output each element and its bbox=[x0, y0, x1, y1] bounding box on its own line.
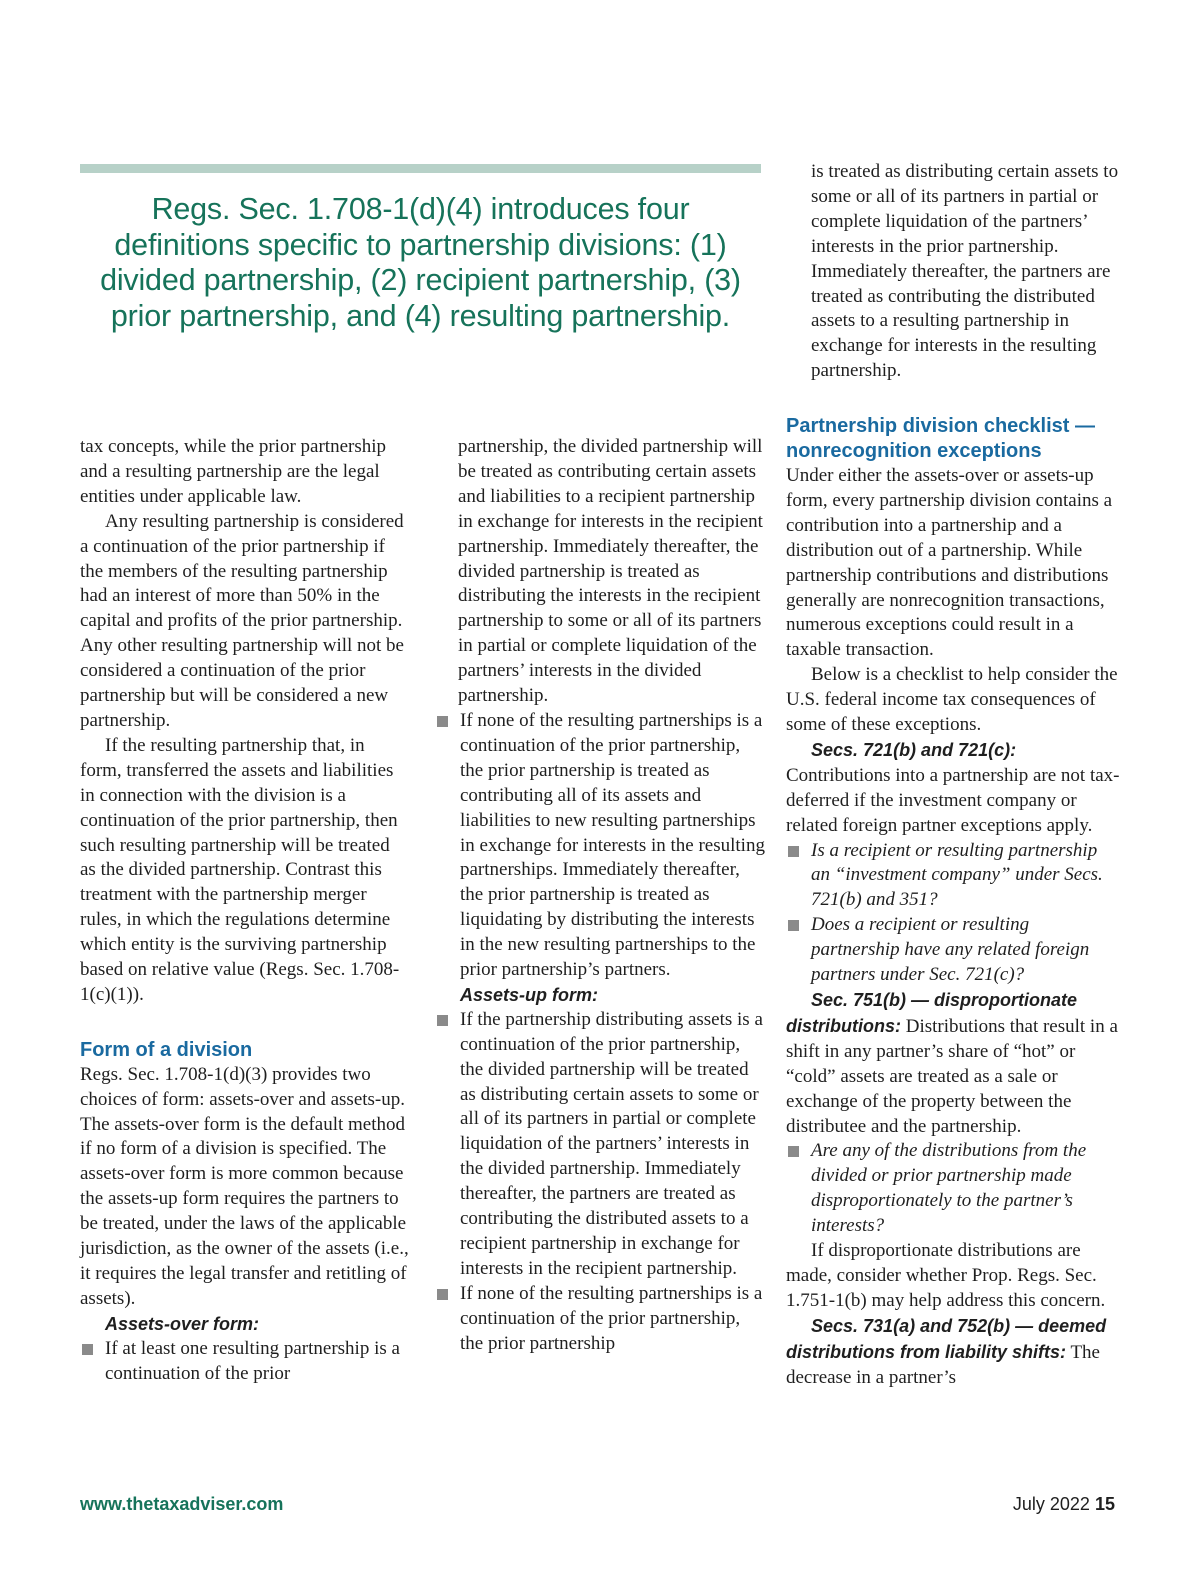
section-heading-checklist: Partnership division checklist — nonrecognition exceptions bbox=[786, 415, 1095, 463]
run-in-text: Distributions that result in a shift in any partner’s share of “hot” or “cold” assets are treated as a sale or exchange of the property between the distributee and the partnership. bbox=[786, 1015, 1118, 1137]
column-2 bbox=[435, 435, 765, 1357]
footer-website: www.thetaxadviser.com bbox=[80, 1494, 284, 1514]
checklist-question: Is a recipient or resulting partnership an “investment company” under Secs. 721(b) and 351? bbox=[811, 839, 1103, 911]
page-number: 15 bbox=[1094, 1494, 1115, 1514]
column-1 bbox=[80, 435, 410, 1387]
assets-over-label: Assets-over form: bbox=[105, 1313, 260, 1334]
square-bullet-icon bbox=[82, 1344, 93, 1355]
list-item bbox=[435, 1008, 765, 1282]
list-item-text: If none of the resulting partnerships is a continuation of the prior partnership, the prior partnership bbox=[460, 1282, 763, 1354]
assets-up-label: Assets-up form: bbox=[460, 984, 599, 1005]
column-3 bbox=[786, 160, 1120, 1391]
list-item bbox=[435, 1282, 765, 1357]
square-bullet-icon bbox=[437, 716, 448, 727]
paragraph bbox=[786, 738, 1120, 839]
paragraph: partnership, the divided partnership will be treated as contributing certain assets and liabilities to a recipient partnership in exchange for interests in the recipient partnership. Immediately thereafter, the divided partnership is treated as distributing the interests in the recipient partnership to some or all of its partners in partial or complete liquidation of the partners’ interests in the divided partnership. bbox=[458, 436, 763, 707]
square-bullet-icon bbox=[788, 1146, 799, 1157]
paragraph: is treated as distributing certain assets to some or all of its partners in partial or complete liquidation of the partners’ interests in the prior partnership. Immediately thereafter, the partners are treated as contributing the distributed assets to a resulting partnership in exchange for interests in the resulting partnership. bbox=[811, 161, 1119, 382]
checklist-item bbox=[786, 839, 1120, 914]
square-bullet-icon bbox=[788, 846, 799, 857]
footer-page-info bbox=[1013, 1494, 1115, 1515]
run-in-heading: Secs. 721(b) and 721(c): bbox=[811, 739, 1017, 760]
list-item bbox=[80, 1337, 410, 1387]
list-item-text: If none of the resulting partnerships is a continuation of the prior partnership, the prior partnership is treated as contributing all of its assets and liabilities to new resulting partnerships in exchange for interests in the resulting partnerships. Immediately thereafter, the prior partnership is treated as liquidating by distributing the interests in the new resulting partnerships to the prior partnership’s partners. bbox=[460, 709, 765, 981]
list-item bbox=[435, 709, 765, 983]
paragraph: tax concepts, while the prior partnership and a resulting partnership are the legal entities under applicable law. bbox=[80, 436, 387, 507]
section-heading-form-of-division: Form of a division bbox=[80, 1038, 253, 1061]
paragraph: Under either the assets-over or assets-up form, every partnership division contains a contribution into a partnership and a distribution out of a partnership. While partnership contributions and distributions generally are nonrecognition transactions, numerous exceptions could result in a taxable transaction. bbox=[786, 464, 1113, 661]
square-bullet-icon bbox=[437, 1015, 448, 1026]
paragraph: Below is a checklist to help consider the U.S. federal income tax consequences of some of these exceptions. bbox=[786, 664, 1118, 736]
paragraph bbox=[786, 1314, 1120, 1391]
paragraph: Regs. Sec. 1.708-1(d)(3) provides two choices of form: assets-over and assets-up. The assets-over form is the default method if no form of a division is specified. The assets-over form is more common because the assets-up form requires the partners to be treated, under the laws of the applicable jurisdiction, as the owner of the assets (i.e., it requires the legal transfer and retitling of assets). bbox=[80, 1063, 409, 1309]
footer-date: July 2022 bbox=[1012, 1494, 1090, 1514]
square-bullet-icon bbox=[788, 920, 799, 931]
run-in-text: The decrease in a partner’s bbox=[786, 1341, 1100, 1388]
run-in-text: Contributions into a partnership are not tax-deferred if the investment company or related foreign partner exceptions apply. bbox=[786, 764, 1120, 836]
checklist-item bbox=[786, 913, 1120, 988]
square-bullet-icon bbox=[437, 1289, 448, 1300]
checklist-item bbox=[786, 1139, 1120, 1239]
checklist-question: Does a recipient or resulting partnership have any related foreign partners under Sec. 721(c)? bbox=[811, 914, 1090, 986]
paragraph: If the resulting partnership that, in form, transferred the assets and liabilities in connection with the division is a continuation of the prior partnership, then such resulting partnership will be treated as the divided partnership. Contrast this treatment with the partnership merger rules, in which the regulations determine which entity is the surviving partnership based on relative value (Regs. Sec. 1.708-1(c)(1)). bbox=[80, 734, 400, 1005]
paragraph: If disproportionate distributions are made, consider whether Prop. Regs. Sec. 1.751-1(b) may help address this concern. bbox=[786, 1240, 1106, 1311]
pull-quote: Regs. Sec. 1.708-1(d)(4) introduces four definitions specific to partnership divisions: (1) divided partnership, (2) recipient partnership, (3) prior partnership, and (4) resulting partnership. bbox=[100, 192, 741, 333]
run-in-heading: Secs. 731(a) and 752(b) — deemed distributions from liability shifts: bbox=[786, 1315, 1107, 1362]
list-item-text: If the partnership distributing assets is a continuation of the prior partnership, the divided partnership will be treated as distributing certain assets to some or all of its partners in partial or complete liquidation of the partners’ interests in the divided partnership. Immediately thereafter, the partners are treated as contributing the distributed assets to a recipient partnership in exchange for interests in the recipient partnership. bbox=[460, 1008, 763, 1279]
paragraph bbox=[786, 988, 1120, 1139]
paragraph: Any resulting partnership is considered a continuation of the prior partnership if the members of the resulting partnership had an interest of more than 50% in the capital and profits of the prior partnership. Any other resulting partnership will not be considered a continuation of the prior partnership but will be considered a new partnership. bbox=[80, 510, 404, 731]
list-item-text: If at least one resulting partnership is a continuation of the prior bbox=[105, 1337, 400, 1384]
run-in-heading: Sec. 751(b) — disproportionate distributions: bbox=[786, 990, 1078, 1036]
pull-quote-rule bbox=[80, 164, 761, 173]
checklist-question: Are any of the distributions from the divided or prior partnership made disproportionately to the partner’s interests? bbox=[811, 1140, 1087, 1237]
